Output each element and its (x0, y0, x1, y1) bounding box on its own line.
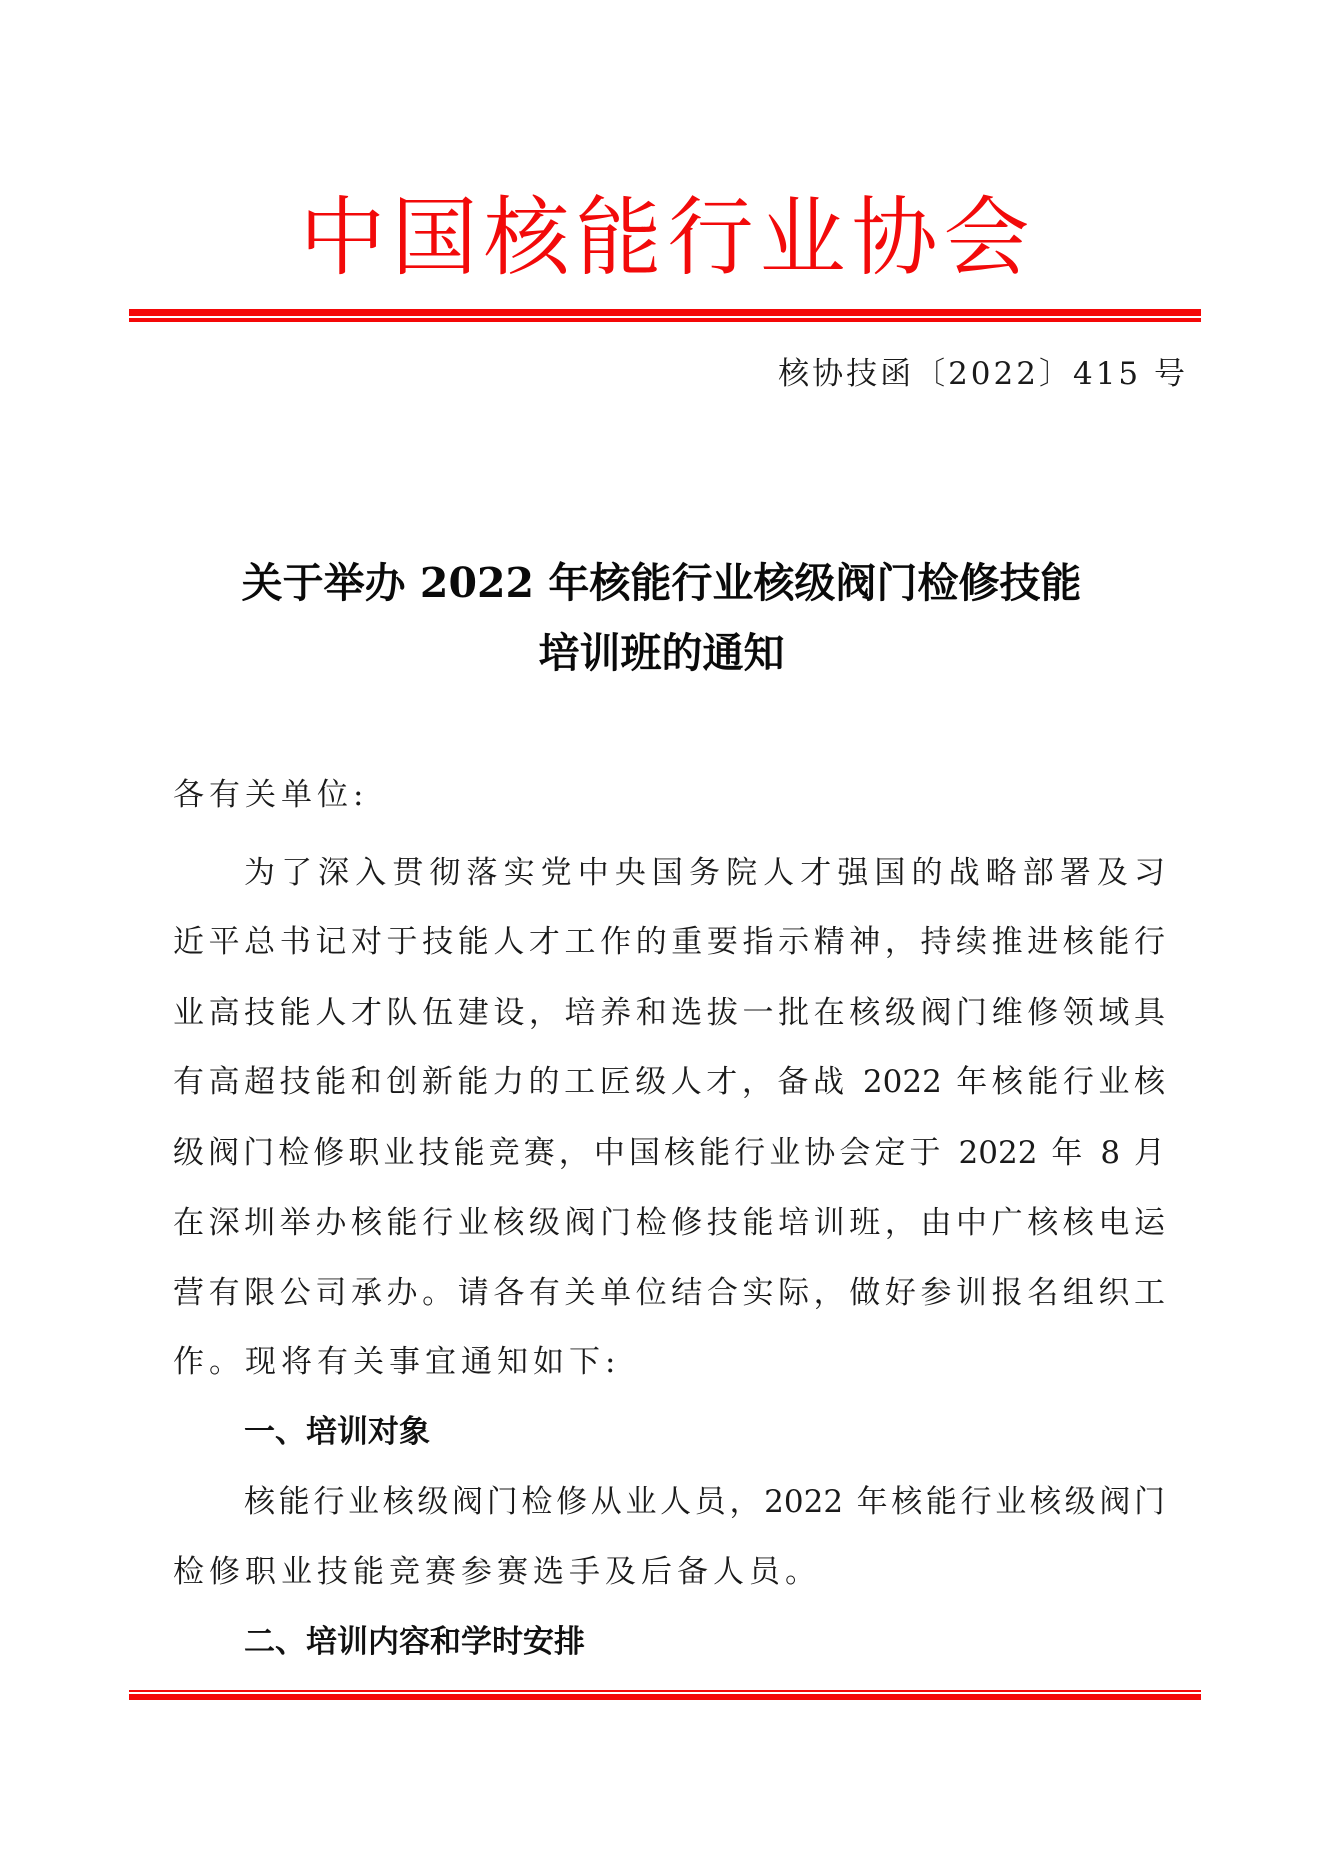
paragraph-line: 为了深入贯彻落实党中央国务院人才强国的战略部署及习 (244, 855, 1165, 891)
section-heading-training-target: 一、培训对象 (244, 1414, 430, 1450)
document-title-line-1: 关于举办 2022 年核能行业核级阀门检修技能 (241, 559, 1082, 607)
document-number: 核协技函〔2022〕415 号 (778, 356, 1188, 392)
salutation: 各有关单位: (173, 777, 369, 813)
section-heading-training-content: 二、培训内容和学时安排 (244, 1624, 585, 1660)
footer-red-rule-thick (129, 1694, 1201, 1700)
paragraph-line: 作。现将有关事宜通知如下: (173, 1344, 621, 1380)
paragraph-line: 在深圳举办核能行业核级阀门检修技能培训班，由中广核核电运 (173, 1205, 1165, 1241)
document-title-line-2: 培训班的通知 (538, 629, 785, 677)
paragraph-line: 营有限公司承办。请各有关单位结合实际，做好参训报名组织工 (173, 1275, 1165, 1311)
letterhead-organization-name: 中国核能行业协会 (299, 188, 1036, 288)
letterhead-red-rule-thick (129, 309, 1201, 316)
letterhead-red-rule-thin (129, 318, 1201, 322)
paragraph-line: 近平总书记对于技能人才工作的重要指示精神，持续推进核能行 (173, 924, 1165, 960)
paragraph-line: 核能行业核级阀门检修从业人员，2022 年核能行业核级阀门 (244, 1484, 1165, 1520)
paragraph-line: 业高技能人才队伍建设，培养和选拔一批在核级阀门维修领域具 (173, 995, 1165, 1031)
paragraph-line: 检修职业技能竞赛参赛选手及后备人员。 (173, 1554, 821, 1590)
paragraph-line: 级阀门检修职业技能竞赛，中国核能行业协会定于 2022 年 8 月 (173, 1135, 1165, 1171)
footer-red-rule-thin (129, 1690, 1201, 1692)
paragraph-line: 有高超技能和创新能力的工匠级人才，备战 2022 年核能行业核 (173, 1064, 1165, 1100)
